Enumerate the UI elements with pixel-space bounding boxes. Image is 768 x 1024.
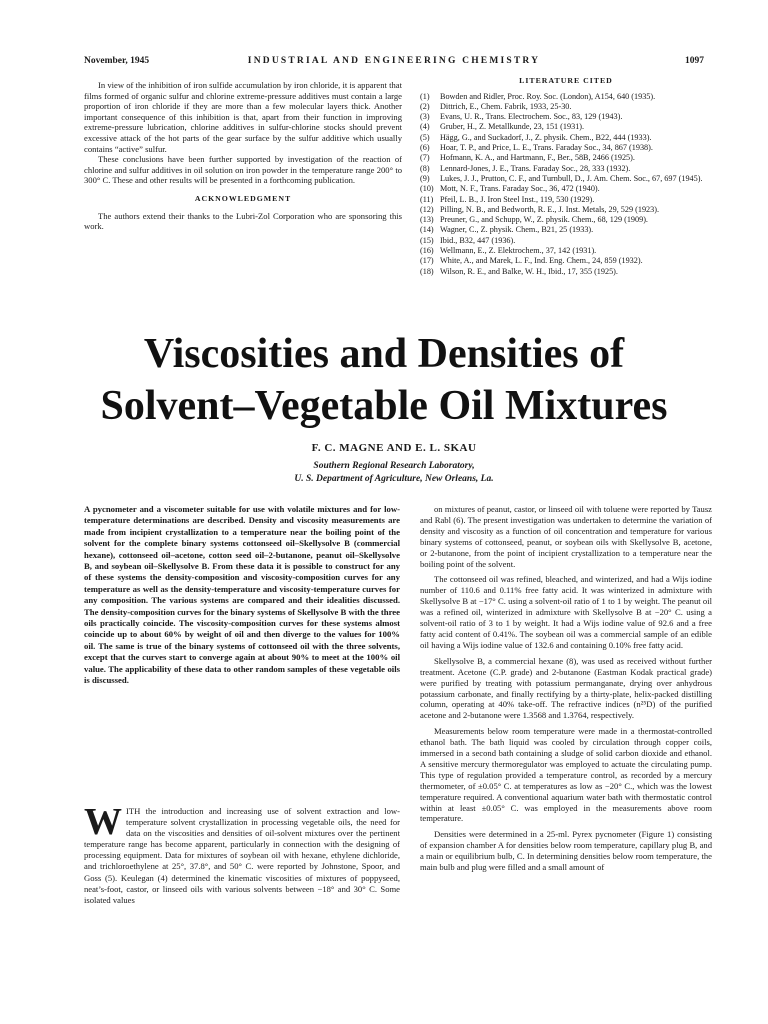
reference-text: Evans, U. R., Trans. Electrochem. Soc., 83, 129 (1943). xyxy=(440,112,623,122)
article-abstract: A pycnometer and a viscometer suitable for use with volatile mixtures and for low-temperature determinations are described. Density and viscosity measurements are made from incipient crystallization to a temperature near the boiling point of the solvent for the complete binary systems cottonseed oil–Skellysolve B (commercial hexane), cottonseed oil–acetone, cotton seed oil–2-butanone, peanut oil–Skellysolve B, and soybean oil–Skellysolve B. From these data it is possible to construct for any of these systems the density-composition and viscosity-composition curves for any temperature as well as the density-temperature and viscosity-temperature curves for any composition. The various systems are compared and their idealities discussed. The density-composition curves for the binary systems of Skellysolve B with the three oils practically coincide. The viscosity-composition curves for these systems almost coincide up to about 60% by weight of oil and then diverge to the values for 100% oil. The same is true of the binary systems of cottonseed oil with the three solvents, except that the curves start to converge again at about 90% to meet at the 100% oil value. The applicability of these data to other random samples of these vegetable oils is discussed. xyxy=(84,504,400,686)
body-right-column xyxy=(420,504,712,878)
literature-cited xyxy=(420,76,712,277)
literature-heading: LITERATURE CITED xyxy=(519,76,613,85)
acknowledgment-text: The authors extend their thanks to the Lubri-Zol Corporation who are sponsoring this work. xyxy=(84,210,402,232)
reference-text: Lukes, J. J., Prutton, C. F., and Turnbull, D., J. Am. Chem. Soc., 67, 697 (1945). xyxy=(440,173,703,183)
reference-number: (10) xyxy=(420,184,434,194)
body-paragraph: on mixtures of peanut, castor, or linseed oil with toluene were reported by Tausz and Rabl (6). The present investigation was undertaken to determine the variation of density and viscosity as a function of oil concentration and temperature for various binary systems of cottonseed, peanut, or soybean oils with Skellysolve B, acetone, or 2-butanone, from the point of incipient crystallization to a temperature near the boiling point of the solvent. xyxy=(420,504,712,569)
title-line: Viscosities and Densities of xyxy=(143,331,625,377)
reference-text: Bowden and Ridler, Proc. Roy. Soc. (London), A154, 640 (1935). xyxy=(440,91,656,101)
reference-number: (1) xyxy=(420,91,430,101)
introduction xyxy=(84,801,400,906)
conclusion-paragraph: In view of the inhibition of iron sulfide accumulation by iron chloride, it is apparent that films formed of organic sulfur and chlorine extreme-pressure additives must contain a large proportion of iron chloride if they are more than a few molecular layers thick. Another important consequence of this inhibition is that, apart from their function in improving extreme-pressure lubrication, chlorine additives in sulfur-chlorine stocks should prevent excessive attack of the hot parts of the gear surface by the sulfur additive which usually contains “active” sulfur. xyxy=(84,80,402,154)
body-paragraph: Skellysolve B, a commercial hexane (8), was used as received without further treatment. Acetone (C.P. grade) and 2-butanone (Eastman Kodak practical grade) were purified by treating with potassium permanganate, drying over anhydrous potassium carbonate, and finally rectifying by a thirty-plate, helix-packed distilling column, operating at 40% take-off. The refractive indices (n²⁵D) of the purified acetone and 2-butanone were 1.3568 and 1.3764, respectively. xyxy=(420,655,712,721)
body-paragraph: Densities were determined in a 25-ml. Pyrex pycnometer (Figure 1) consisting of expansion chamber A for densities below room temperature, capillary plug B, and a main or equilibrium bulb, C. In determining densities below room temperature, the main bulb and plug were filled and a small amount of xyxy=(420,829,712,873)
running-header xyxy=(84,56,704,70)
reference-item xyxy=(420,246,712,256)
reference-number: (13) xyxy=(420,215,434,225)
affiliation-line: U. S. Department of Agriculture, New Orleans, La. xyxy=(294,473,494,484)
reference-number: (9) xyxy=(420,173,430,183)
reference-text: Wagner, C., Z. physik. Chem., B21, 25 (1933). xyxy=(440,225,594,235)
header-journal-title: INDUSTRIAL AND ENGINEERING CHEMISTRY xyxy=(247,56,541,66)
reference-number: (6) xyxy=(420,143,430,153)
acknowledgment-heading: ACKNOWLEDGMENT xyxy=(194,193,292,203)
reference-item xyxy=(420,195,712,205)
reference-number: (15) xyxy=(420,235,434,245)
reference-text: Pfeil, L. B., J. Iron Steel Inst., 119, 530 (1929). xyxy=(440,194,595,204)
reference-text: Hofmann, K. A., and Hartmann, F., Ber., 58B, 2466 (1925). xyxy=(440,153,635,163)
reference-text: Preuner, G., and Schupp, W., Z. physik. Chem., 68, 129 (1909). xyxy=(440,215,648,225)
reference-item xyxy=(420,112,712,122)
reference-text: Pilling, N. B., and Bedworth, R. E., J. Inst. Metals, 29, 529 (1923). xyxy=(440,204,660,214)
reference-item xyxy=(420,236,712,246)
reference-number: (3) xyxy=(420,112,430,122)
reference-number: (16) xyxy=(420,246,434,256)
reference-number: (2) xyxy=(420,101,430,111)
reference-item xyxy=(420,92,712,102)
article-title xyxy=(60,328,708,432)
reference-item xyxy=(420,205,712,215)
body-paragraph: The cottonseed oil was refined, bleached, and winterized, and had a Wijs iodine number of 110.6 and 0.11% free fatty acid. It was winterized in admixture with Skellysolve B at −17° C. using a solvent-oil ratio of 1 to 1 by weight. The peanut oil was a refined oil, winterized in admixture with Skellysolve B at −20° C. using a solvent-oil ratio of 3 to 1 by weight. It had a Wijs iodine value of 92.6 and a free fatty acid content of 0.41%. The soybean oil was a commercial sample of an edible oil having a Wijs iodine value of 132.6 and containing 0.10% free fatty acid. xyxy=(420,574,712,650)
reference-number: (8) xyxy=(420,163,430,173)
reference-item xyxy=(420,164,712,174)
reference-number: (18) xyxy=(420,266,434,276)
reference-text: Mott, N. F., Trans. Faraday Soc., 36, 472 (1940). xyxy=(440,184,600,194)
reference-item xyxy=(420,174,712,184)
reference-number: (7) xyxy=(420,153,430,163)
reference-item xyxy=(420,133,712,143)
header-page-number: 1097 xyxy=(685,56,704,66)
reference-number: (5) xyxy=(420,132,430,142)
reference-number: (17) xyxy=(420,256,434,266)
reference-item xyxy=(420,215,712,225)
drop-cap: W xyxy=(84,801,122,843)
reference-text: White, A., and Marek, L. F., Ind. Eng. Chem., 24, 859 (1932). xyxy=(440,256,643,266)
title-line: Solvent–Vegetable Oil Mixtures xyxy=(100,383,668,429)
reference-text: Lennard-Jones, J. E., Trans. Faraday Soc., 28, 333 (1932). xyxy=(440,163,631,173)
reference-text: Wilson, R. E., and Balke, W. H., Ibid., 17, 355 (1925). xyxy=(440,266,618,276)
reference-text: Dittrich, E., Chem. Fabrik, 1933, 25-30. xyxy=(440,101,572,111)
author-affiliation xyxy=(84,460,704,485)
reference-number: (4) xyxy=(420,122,430,132)
affiliation-line: Southern Regional Research Laboratory, xyxy=(313,461,475,471)
article-authors: F. C. MAGNE AND E. L. SKAU xyxy=(311,442,477,454)
reference-list xyxy=(420,92,712,277)
intro-paragraph xyxy=(84,801,400,906)
reference-text: Hoar, T. P., and Price, L. E., Trans. Faraday Soc., 34, 867 (1938). xyxy=(440,143,653,153)
reference-item xyxy=(420,122,712,132)
body-paragraph: Measurements below room temperature were made in a thermostat-controlled ethanol bath. The bath liquid was cooled by circulation through copper coils, immersed in a second bath containing a sludge of solid carbon dioxide and ethanol. A sensitive mercury thermoregulator was employed to actuate the circulating pump. This type of regulation provided a temperature control, as recorded by a mercury thermometer, of ±0.05° C. at temperatures as low as −20° C., which was the lowest temperature required. A conventional aquarium water bath with thermostatic control within at least ±0.05° C. was employed in the measurements above room temperature. xyxy=(420,726,712,824)
conclusion-paragraph: These conclusions have been further supported by investigation of the reaction of chlorine and sulfur additives in oil solution on iron powder in the temperature range 200° to 300° C. These and other results will be presented in a forthcoming publication. xyxy=(84,154,402,186)
reference-item xyxy=(420,267,712,277)
reference-number: (12) xyxy=(420,204,434,214)
previous-article-conclusion xyxy=(84,80,402,232)
reference-number: (14) xyxy=(420,225,434,235)
reference-text: Hägg, G., and Suckadorf, J., Z. physik. Chem., B22, 444 (1933). xyxy=(440,132,652,142)
reference-item xyxy=(420,153,712,163)
reference-text: Wellmann, E., Z. Elektrochem., 37, 142 (1931). xyxy=(440,246,597,256)
reference-number: (11) xyxy=(420,194,434,204)
header-date: November, 1945 xyxy=(84,56,150,66)
reference-item xyxy=(420,256,712,266)
intro-text: ITH the introduction and increasing use of solvent extraction and low-temperature solvent crystallization in processing vegetable oils, the need for data on the viscosities and densities of oil-solvent mixtures over the pertinent temperature range has become apparent, particularly in connection with the designing of processing equipment. Data for mixtures of soybean oil with hexane, ethylene dichloride, and trichloroethylene at 25°, 37.8°, and 50° C. were reported by Johnstone, Spoor, and Goss (5). Keulegan (4) determined the kinematic viscosities of mixtures of poppyseed, neat’s-foot, castor, or linseed oils with various solvents between −18° and 30° C. Some isolated values xyxy=(84,806,400,905)
reference-item xyxy=(420,102,712,112)
reference-text: Ibid., B32, 447 (1936). xyxy=(440,235,516,245)
reference-item xyxy=(420,184,712,194)
reference-item xyxy=(420,143,712,153)
reference-text: Gruber, H., Z. Metallkunde, 23, 151 (1931). xyxy=(440,122,585,132)
reference-item xyxy=(420,225,712,235)
